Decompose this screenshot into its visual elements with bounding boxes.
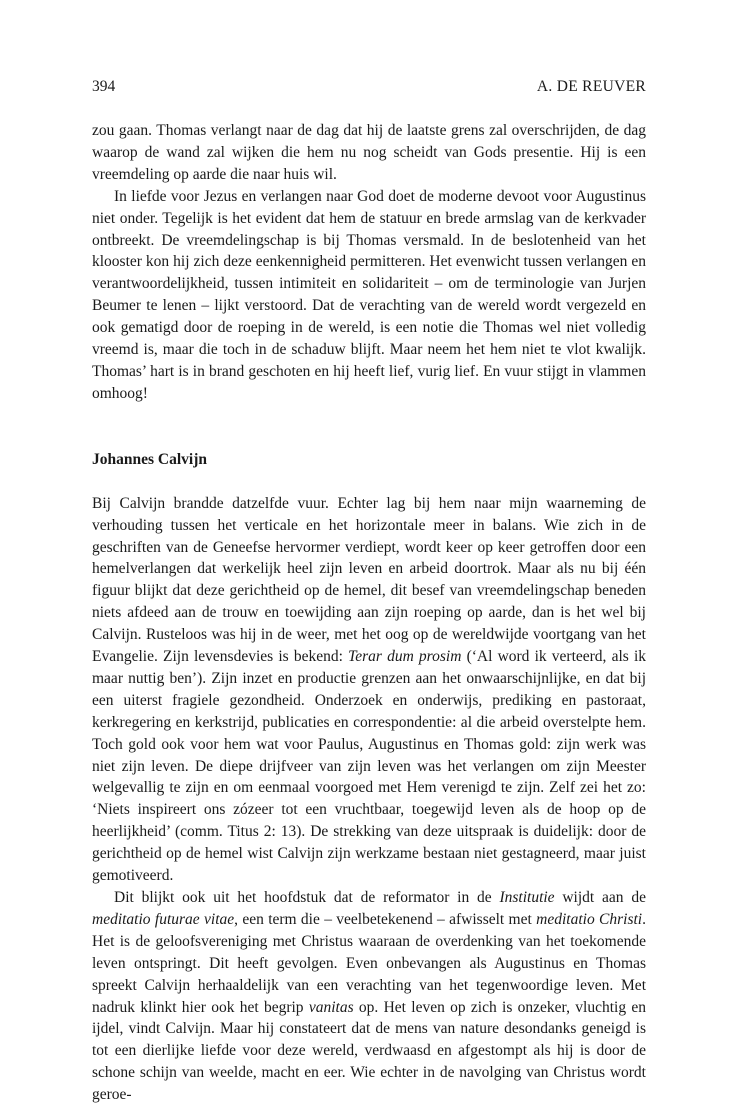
- text-run: , een term die – veelbetekenend – afwisselt met: [234, 910, 537, 928]
- text-body: [92, 120, 646, 1106]
- paragraph: zou gaan. Thomas verlangt naar de dag dat hij de laatste grens zal overschrijden, de dag waarop de wand zal wijken die hem nu nog scheidt van Gods presentie. Hij is een vreemdeling op aarde die naar huis wil.: [92, 122, 646, 183]
- running-head-author: A. DE REUVER: [536, 78, 646, 95]
- paragraph: In liefde voor Jezus en verlangen naar God doet de moderne devoot voor Augustinus niet onder. Tegelijk is het evident dat hem de statuur en brede armslag van de kerkvader ontbreekt. De vreemdelingschap is bij Thomas versmald. In de beslotenheid van het klooster kon hij zich deze eenkennigheid permitteren. Het evenwicht tussen verlangen en verantwoordelijkheid, tussen intimiteit en solidariteit – om de terminologie van Jurjen Beumer te lenen – lijkt verstoord. Dat de verachting van de wereld wordt vergezeld en ook gematigd door de roeping in de wereld, is een notie die Thomas wel niet volledig vreemd is, maar die toch in de schaduw blijft. Maar neem het hem niet te vlot kwalijk. Thomas’ hart is in brand geschoten en hij heeft lief, vurig lief. En vuur stijgt in vlammen omhoog!: [92, 187, 646, 402]
- text-run: wijdt aan de: [554, 889, 646, 906]
- text-run: Dit blijkt ook uit het hoofdstuk dat de reformator in de: [114, 889, 500, 906]
- italic-term: vanitas: [308, 998, 354, 1016]
- paragraph: [92, 493, 646, 887]
- page-number: 394: [92, 78, 116, 95]
- italic-term: meditatio Christi: [536, 910, 643, 928]
- section-heading: Johannes Calvijn: [92, 450, 207, 468]
- text-run: Bij Calvijn brandde datzelfde vuur. Echter lag bij hem naar mijn waarneming de verhouding tussen het verticale en het horizontale meer in balans. Wie zich in de geschriften van de Geneefse hervormer verdiept, wordt keer op keer getroffen door een hemelverlangen dat werkelijk heel zijn leven en arbeid doortrok. Maar als nu bij één figuur blijkt dat deze gerichtheid op de hemel, dit besef van vreemdelingschap beneden niets afdeed aan de trouw en toewijding aan zijn roeping op aarde, dan is het wel bij Calvijn. Rusteloos was hij in de weer, met het oog op de wereldwijde voortgang van het Evangelie. Zijn levensdevies is bekend:: [92, 494, 646, 666]
- latin-motto: Terar dum prosim: [348, 648, 462, 666]
- italic-term: meditatio futurae vitae: [92, 910, 235, 928]
- italic-term: Institutie: [499, 889, 555, 906]
- paragraph: [92, 887, 646, 1106]
- text-run: (‘Al word ik verteerd, als ik maar nuttig ben’). Zijn inzet en productie grenzen aan het onwaarschijnlijke, en dat bij een uiterst fragiele gezondheid. Onderzoek en onderwijs, prediking en pastoraat, kerkregering en kerkstrijd, publicaties en correspondentie: al die arbeid overstelpte hem. Toch gold ook voor hem wat voor Paulus, Augustinus en Thomas gold: zijn werk was niet zijn leven. De diepe drijfveer van zijn leven was het verlangen om zijn Meester welgevallig te zijn en om eenmaal voorgoed met Hem verenigd te zijn. Zelf zei het zo: ‘Niets inspireert ons zózeer tot een vruchtbaar, toegewijd leven als de hoop op de heerlijkheid’ (comm. Titus 2: 13). De strekking van deze uitspraak is duidelijk: door de gerichtheid op de hemel wist Calvijn zijn werkzame bestaan niet gestagneerd, maar juist gemotiveerd.: [92, 648, 647, 885]
- text-run: . Het is de geloofsvereniging met Christus waaraan de overdenking van het toekomende leven ontspringt. Dit heeft gevolgen. Even onbevangen als Augustinus en Thomas spreekt Calvijn herhaaldelijk van een verachting van het tegenwoordige leven. Met nadruk klinkt hier ook het begrip: [92, 910, 646, 1016]
- text-run: op. Het leven op zich is onzeker, vluchtig en ijdel, vindt Calvijn. Maar hij constateert dat de mens van nature desondanks geneigd is tot een dierlijke liefde voor deze wereld, verdwaasd en afgestompt als hij is door de schone schijn van weelde, macht en eer. Wie echter in de navolging van Christus wordt geroe-: [92, 998, 646, 1104]
